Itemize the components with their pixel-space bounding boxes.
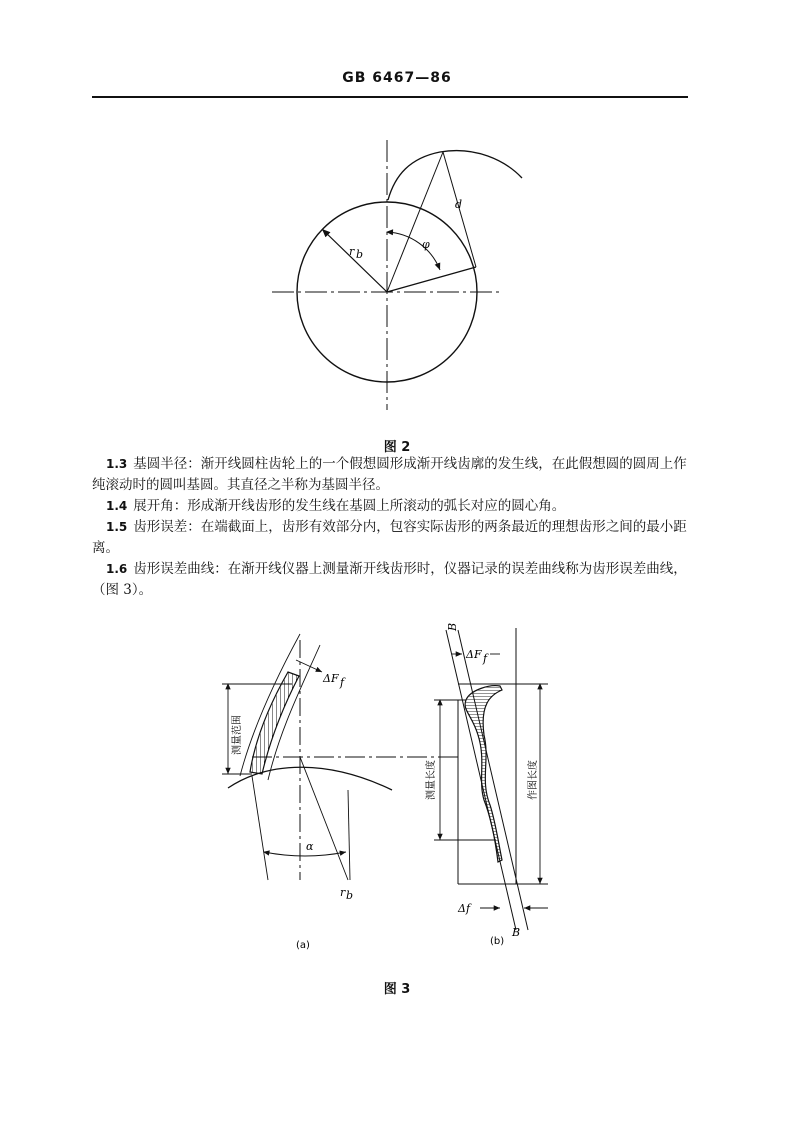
- fig3b-measure-label: 测量长度: [426, 760, 437, 800]
- fig3b-df-label: Δf: [458, 902, 471, 915]
- paragraph-text: 基圆半径：渐开线圆柱齿轮上的一个假想圆形成渐开线齿廓的发生线，在此假想圆的圆周上作纯滚动时的圆叫基圆。其直径之半称为基圆半径。: [92, 456, 687, 493]
- paragraph-number: 1.3: [106, 457, 128, 471]
- fig3a-alpha-arc: [264, 852, 346, 856]
- figure-3-caption: 图 3: [383, 982, 411, 997]
- fig3a-dFf-label: ΔF: [323, 672, 339, 685]
- fig3a-sublabel: (a): [296, 940, 310, 951]
- paragraph-number: 1.5: [106, 520, 128, 534]
- fig3a-ideal-line-1: [240, 634, 300, 776]
- figure-2-caption: 图 2: [383, 440, 411, 455]
- fig3a-rb-sub: b: [346, 889, 354, 902]
- label-rb: r: [349, 245, 355, 258]
- paragraph-number: 1.4: [106, 499, 128, 513]
- fig3b-line-B-right: [458, 630, 528, 930]
- label-phi: φ: [422, 238, 430, 251]
- paragraph-text: 齿形误差曲线：在渐开线仪器上测量渐开线齿形时，仪器记录的误差曲线称为齿形误差曲线，（图 3）。: [92, 561, 687, 598]
- fig3a-range-label: 测量范围: [232, 715, 243, 755]
- fig3a-dFf-sub: f: [340, 676, 345, 689]
- paragraph-text: 展开角：形成渐开线齿形的发生线在基圆上所滚动的弧长对应的圆心角。: [133, 498, 566, 514]
- fig3b-error-curve: [465, 686, 502, 862]
- fig3b-dFf-label: ΔF: [466, 648, 482, 661]
- paragraph-number: 1.6: [106, 562, 128, 576]
- label-rb-sub: b: [356, 248, 364, 261]
- fig3a-ray-left: [252, 776, 268, 880]
- page-header: GB 6467—86: [342, 70, 452, 86]
- fig3a-ray-right: [300, 757, 348, 880]
- fig3b-dFf-sub: f: [483, 652, 488, 665]
- fig3b-line-B-left: [446, 630, 516, 930]
- fig3b-B-bottom: B: [512, 926, 521, 939]
- paragraph-text: 齿形误差：在端截面上，齿形有效部分内，包容实际齿形的两条最近的理想齿形之间的最小距离。: [92, 519, 687, 556]
- fig3a-rb-label: r: [340, 886, 346, 899]
- fig3b-B-top: B: [446, 622, 459, 631]
- label-d: d: [455, 198, 463, 211]
- fig3a-ray-rb: [348, 790, 350, 880]
- fig3b-sublabel: (b): [490, 936, 505, 947]
- fig3a-alpha-label: α: [306, 840, 314, 853]
- fig3b-plot-label: 作图长度: [528, 760, 539, 800]
